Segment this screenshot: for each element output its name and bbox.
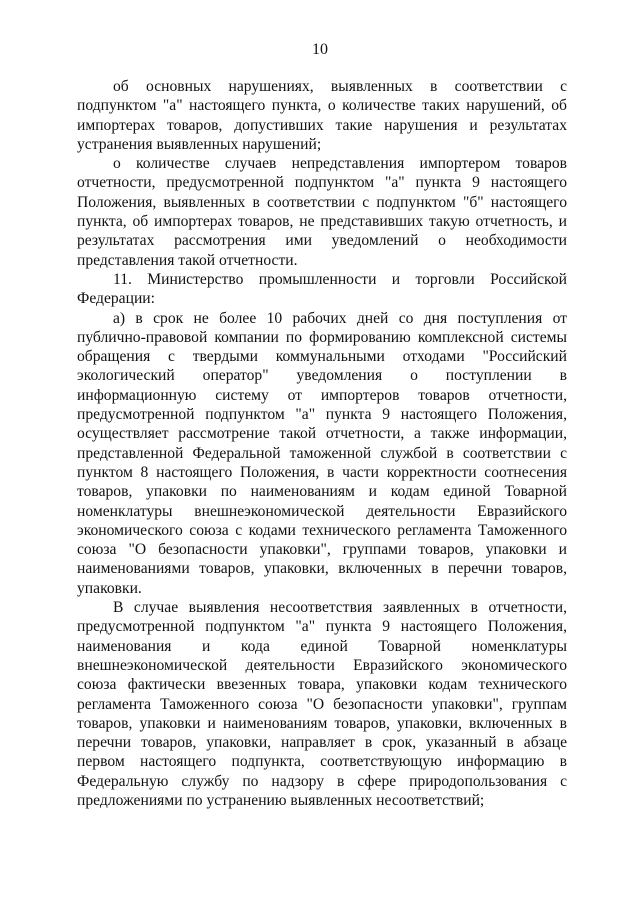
- paragraph-mismatch-case: В случае выявления несоответствия заявленных в отчетности, предусмотренной подпунктом "а" пункта 9 настоящего Положения, наименования и кода единой Товарной номенклатуры внешнеэкономической деятельности Евразийского экономического союза фактически ввезенных товара, упаковки кодам технического регламента Таможенного союза "О безопасности упаковки", группам товаров, упаковки и наименованиям товаров, упаковки, включенных в перечни товаров, упаковки, направляет в срок, указанный в абзаце первом настоящего подпункта, соответствующую информацию в Федеральную службу по надзору в сфере природопользования с предложениями по устранению выявленных несоответствий;: [77, 599, 567, 809]
- paragraph-violations-summary: об основных нарушениях, выявленных в соответствии с подпунктом "а" настоящего пункта, о количестве таких нарушений, об импортерах товаров, допустивших такие нарушения и результатах устранения выявленных нарушений;: [77, 78, 567, 153]
- paragraph-subitem-a: а) в срок не более 10 рабочих дней со дня поступления от публично-правовой компании по формированию комплексной системы обращения с твердыми коммунальными отходами "Российский экологический оператор" уведомления о поступлении в информационную систему от импортеров товаров отчетности, предусмотренной подпунктом "а" пункта 9 настоящего Положения, осуществляет рассмотрение такой отчетности, а также информации, представленной Федеральной таможенной службой в соответствии с пунктом 8 настоящего Положения, в части корректности соотнесения товаров, упаковки по наименованиям и кодам единой Товарной номенклатуры внешнеэкономической деятельности Евразийского экономического союза с кодами технического регламента Таможенного союза "О безопасности упаковки", группами товаров, упаковки и наименованиями товаров, упаковки, включенных в перечни товаров, упаковки.: [77, 309, 567, 597]
- paragraph-non-submission-cases: о количестве случаев непредставления импортером товаров отчетности, предусмотренной подпунктом "а" пункта 9 настоящего Положения, выявленных в соответствии с подпунктом "б" настоящего пункта, об импортерах товаров, не представивших такую отчетность, и результатах рассмотрения ими уведомлений о необходимости представления такой отчетности.: [77, 155, 567, 269]
- paragraph-ministry-heading: 11. Министерство промышленности и торговли Российской Федерации:: [77, 270, 567, 308]
- document-body: [77, 77, 567, 810]
- page-number: 10: [312, 41, 328, 58]
